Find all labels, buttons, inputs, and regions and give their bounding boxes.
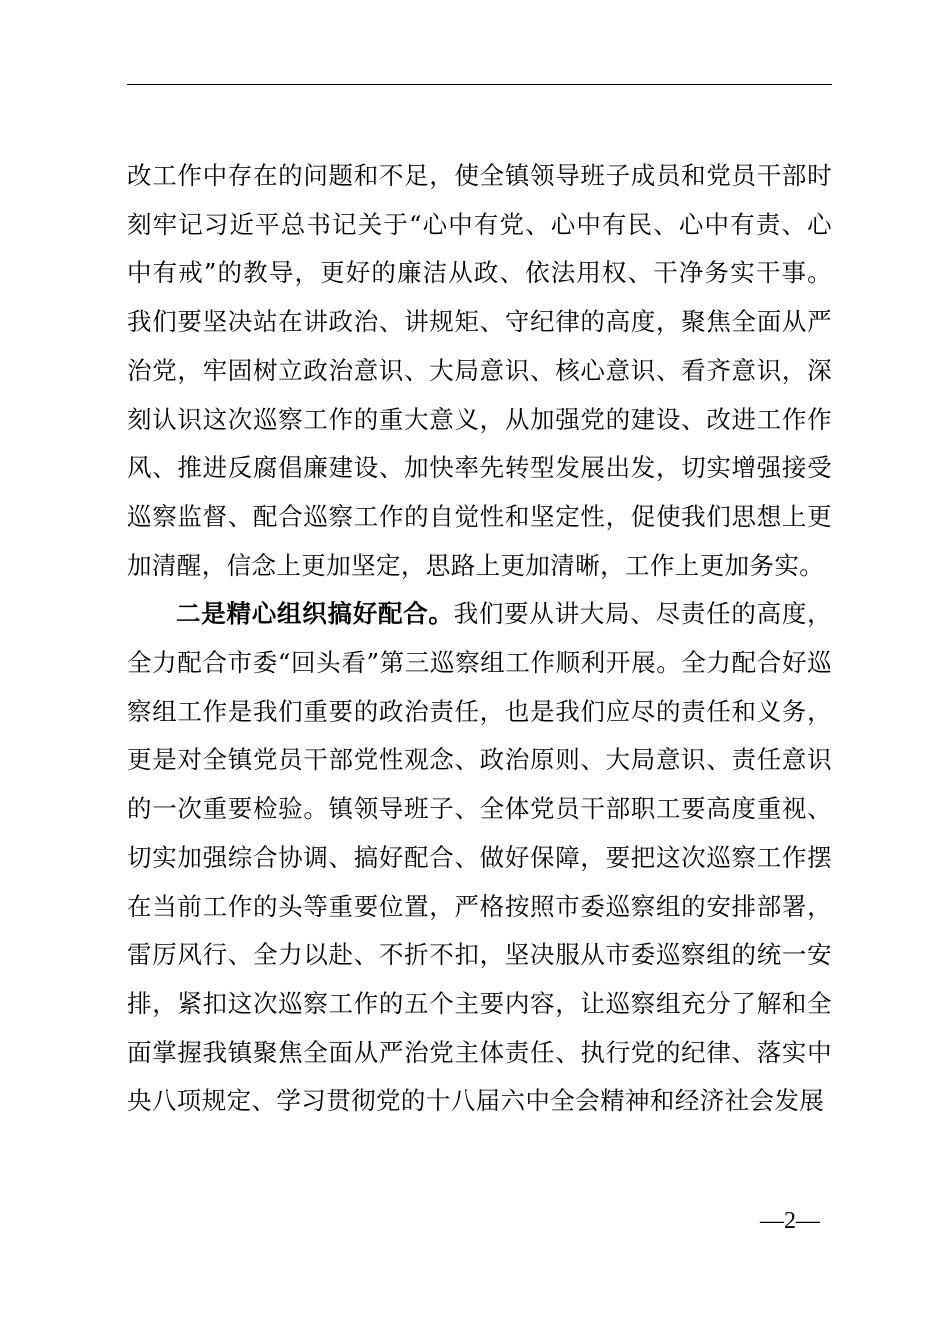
page-number: —2— (760, 1208, 820, 1234)
paragraph-text: 我们要从讲大局、尽责任的高度，全力配合市委“回头看”第三巡察组工作顺利开展。全力配合好巡察组工作是我们重要的政治责任，也是我们应尽的责任和义务，更是对全镇党员干部党性观念、政治原则、大局意识、责任意识的一次重要检验。镇领导班子、全体党员干部职工要高度重视、切实加强综合协调、搞好配合、做好保障，要把这次巡察工作摆在当前工作的头等重要位置，严格按照市委巡察组的安排部署，雷厉风行、全力以赴、不折不扣，坚决服从市委巡察组的统一安排，紧扣这次巡察工作的五个主要内容，让巡察组充分了解和全面掌握我镇聚焦全面从严治党主体责任、执行党的纪律、落实中央八项规定、学习贯彻党的十八届六中全会精神和经济社会发展 (127, 599, 832, 1116)
paragraph-section-two (127, 590, 832, 1126)
paragraph-continuation (127, 152, 832, 590)
paragraph-text: 改工作中存在的问题和不足，使全镇领导班子成员和党员干部时刻牢记习近平总书记关于“心中有党、心中有民、心中有责、心中有戒”的教导，更好的廉洁从政、依法用权、干净务实干事。我们要坚决站在讲政治、讲规矩、守纪律的高度，聚焦全面从严治党，牢固树立政治意识、大局意识、核心意识、看齐意识，深刻认识这次巡察工作的重大意义，从加强党的建设、改进工作作风、推进反腐倡廉建设、加快率先转型发展出发，切实增强接受巡察监督、配合巡察工作的自觉性和坚定性，促使我们思想上更加清醒，信念上更加坚定，思路上更加清晰，工作上更加务实。 (127, 161, 832, 580)
paragraph-heading: 二是精心组织搞好配合。 (176, 599, 454, 629)
document-body (127, 152, 832, 1126)
header-rule (127, 84, 832, 85)
